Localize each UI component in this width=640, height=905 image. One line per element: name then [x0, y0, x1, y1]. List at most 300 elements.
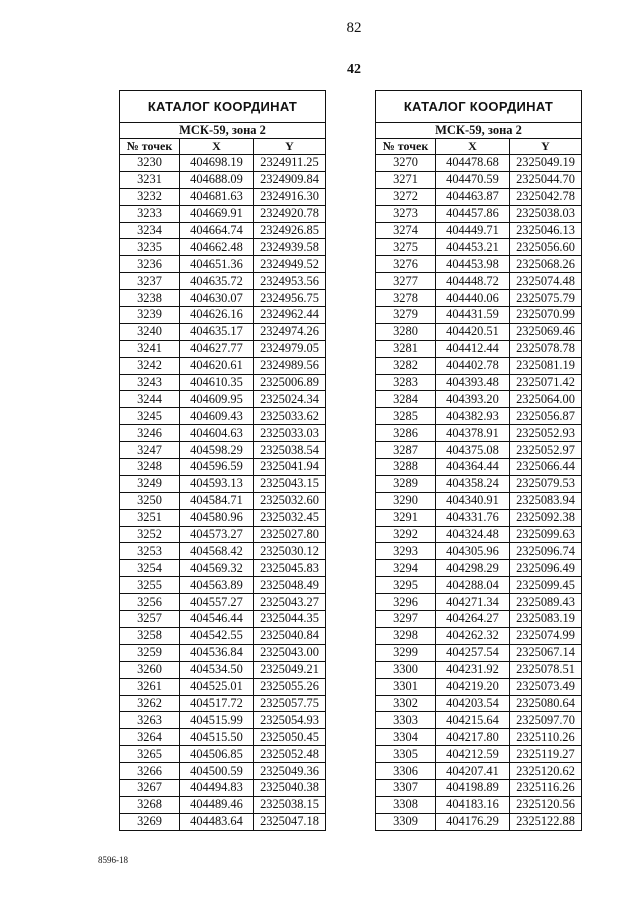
x-coordinate-cell: 404681.63 — [180, 188, 254, 205]
point-number-cell: 3233 — [120, 205, 180, 222]
y-coordinate-cell: 2325067.14 — [510, 644, 582, 661]
table-row — [376, 492, 582, 509]
table-row — [376, 712, 582, 729]
x-coordinate-cell: 404494.83 — [180, 779, 254, 796]
x-coordinate-cell: 404604.63 — [180, 425, 254, 442]
table-row — [376, 746, 582, 763]
table-row — [120, 611, 326, 628]
table-row — [376, 188, 582, 205]
point-number-cell: 3246 — [120, 425, 180, 442]
x-coordinate-cell: 404568.42 — [180, 543, 254, 560]
point-number-cell: 3248 — [120, 459, 180, 476]
y-coordinate-cell: 2325049.21 — [254, 661, 326, 678]
column-header-x: X — [180, 139, 254, 155]
y-coordinate-cell: 2325110.26 — [510, 729, 582, 746]
point-number-cell: 3258 — [120, 627, 180, 644]
y-coordinate-cell: 2325027.80 — [254, 526, 326, 543]
table-row — [376, 611, 582, 628]
y-coordinate-cell: 2325049.19 — [510, 155, 582, 172]
point-number-cell: 3292 — [376, 526, 436, 543]
y-coordinate-cell: 2325032.60 — [254, 492, 326, 509]
point-number-cell: 3296 — [376, 594, 436, 611]
catalog-zone: МСК-59, зона 2 — [120, 123, 326, 139]
point-number-cell: 3299 — [376, 644, 436, 661]
y-coordinate-cell: 2325048.49 — [254, 577, 326, 594]
y-coordinate-cell: 2325099.63 — [510, 526, 582, 543]
point-number-cell: 3307 — [376, 779, 436, 796]
x-coordinate-cell: 404580.96 — [180, 509, 254, 526]
table-row — [120, 408, 326, 425]
y-coordinate-cell: 2325024.34 — [254, 391, 326, 408]
table-row — [120, 644, 326, 661]
table-row — [120, 560, 326, 577]
point-number-cell: 3245 — [120, 408, 180, 425]
coordinate-catalog-left — [119, 90, 326, 831]
table-row — [376, 425, 582, 442]
x-coordinate-cell: 404596.59 — [180, 459, 254, 476]
y-coordinate-cell: 2325044.35 — [254, 611, 326, 628]
table-row — [120, 307, 326, 324]
x-coordinate-cell: 404688.09 — [180, 171, 254, 188]
point-number-cell: 3281 — [376, 340, 436, 357]
table-row — [120, 729, 326, 746]
column-header-point: № точек — [376, 139, 436, 155]
y-coordinate-cell: 2324916.30 — [254, 188, 326, 205]
point-number-cell: 3280 — [376, 323, 436, 340]
table-row — [376, 307, 582, 324]
point-number-cell: 3242 — [120, 357, 180, 374]
x-coordinate-cell: 404664.74 — [180, 222, 254, 239]
x-coordinate-cell: 404298.29 — [436, 560, 510, 577]
table-row — [376, 171, 582, 188]
table-row — [120, 779, 326, 796]
x-coordinate-cell: 404483.64 — [180, 813, 254, 830]
y-coordinate-cell: 2325040.38 — [254, 779, 326, 796]
catalog-title: КАТАЛОГ КООРДИНАТ — [376, 91, 582, 123]
x-coordinate-cell: 404609.95 — [180, 391, 254, 408]
point-number-cell: 3263 — [120, 712, 180, 729]
point-number-cell: 3235 — [120, 239, 180, 256]
y-coordinate-cell: 2325047.18 — [254, 813, 326, 830]
y-coordinate-cell: 2325078.78 — [510, 340, 582, 357]
point-number-cell: 3264 — [120, 729, 180, 746]
x-coordinate-cell: 404453.98 — [436, 256, 510, 273]
x-coordinate-cell: 404431.59 — [436, 307, 510, 324]
x-coordinate-cell: 404449.71 — [436, 222, 510, 239]
point-number-cell: 3308 — [376, 796, 436, 813]
point-number-cell: 3255 — [120, 577, 180, 594]
y-coordinate-cell: 2325040.84 — [254, 627, 326, 644]
table-row — [120, 323, 326, 340]
table-row — [376, 627, 582, 644]
y-coordinate-cell: 2324974.26 — [254, 323, 326, 340]
point-number-cell: 3300 — [376, 661, 436, 678]
point-number-cell: 3238 — [120, 290, 180, 307]
y-coordinate-cell: 2325056.60 — [510, 239, 582, 256]
table-row — [376, 729, 582, 746]
x-coordinate-cell: 404515.99 — [180, 712, 254, 729]
x-coordinate-cell: 404453.21 — [436, 239, 510, 256]
page-sub-number: 42 — [347, 62, 361, 77]
y-coordinate-cell: 2325122.88 — [510, 813, 582, 830]
document-code: 8596-18 — [98, 855, 128, 865]
point-number-cell: 3291 — [376, 509, 436, 526]
point-number-cell: 3239 — [120, 307, 180, 324]
y-coordinate-cell: 2325052.97 — [510, 442, 582, 459]
y-coordinate-cell: 2325038.03 — [510, 205, 582, 222]
point-number-cell: 3273 — [376, 205, 436, 222]
x-coordinate-cell: 404651.36 — [180, 256, 254, 273]
point-number-cell: 3282 — [376, 357, 436, 374]
table-row — [120, 256, 326, 273]
x-coordinate-cell: 404219.20 — [436, 678, 510, 695]
y-coordinate-cell: 2325083.19 — [510, 611, 582, 628]
point-number-cell: 3302 — [376, 695, 436, 712]
table-row — [120, 273, 326, 290]
point-number-cell: 3275 — [376, 239, 436, 256]
point-number-cell: 3259 — [120, 644, 180, 661]
x-coordinate-cell: 404662.48 — [180, 239, 254, 256]
y-coordinate-cell: 2325046.13 — [510, 222, 582, 239]
point-number-cell: 3283 — [376, 374, 436, 391]
table-row — [376, 526, 582, 543]
table-row — [120, 357, 326, 374]
table-row — [120, 661, 326, 678]
point-number-cell: 3234 — [120, 222, 180, 239]
x-coordinate-cell: 404542.55 — [180, 627, 254, 644]
point-number-cell: 3232 — [120, 188, 180, 205]
point-number-cell: 3278 — [376, 290, 436, 307]
table-row — [376, 644, 582, 661]
point-number-cell: 3247 — [120, 442, 180, 459]
y-coordinate-cell: 2325052.93 — [510, 425, 582, 442]
point-number-cell: 3262 — [120, 695, 180, 712]
point-number-cell: 3272 — [376, 188, 436, 205]
y-coordinate-cell: 2325068.26 — [510, 256, 582, 273]
x-coordinate-cell: 404183.16 — [436, 796, 510, 813]
y-coordinate-cell: 2325038.54 — [254, 442, 326, 459]
y-coordinate-cell: 2325074.99 — [510, 627, 582, 644]
y-coordinate-cell: 2325052.48 — [254, 746, 326, 763]
table-row — [376, 695, 582, 712]
x-coordinate-cell: 404635.17 — [180, 323, 254, 340]
y-coordinate-cell: 2325097.70 — [510, 712, 582, 729]
table-row — [376, 323, 582, 340]
table-row — [376, 594, 582, 611]
catalog-zone: МСК-59, зона 2 — [376, 123, 582, 139]
table-row — [120, 171, 326, 188]
y-coordinate-cell: 2325116.26 — [510, 779, 582, 796]
y-coordinate-cell: 2325043.00 — [254, 644, 326, 661]
table-row — [376, 340, 582, 357]
x-coordinate-cell: 404288.04 — [436, 577, 510, 594]
x-coordinate-cell: 404593.13 — [180, 475, 254, 492]
x-coordinate-cell: 404557.27 — [180, 594, 254, 611]
y-coordinate-cell: 2325099.45 — [510, 577, 582, 594]
y-coordinate-cell: 2325119.27 — [510, 746, 582, 763]
point-number-cell: 3297 — [376, 611, 436, 628]
table-row — [376, 290, 582, 307]
table-row — [376, 577, 582, 594]
x-coordinate-cell: 404271.34 — [436, 594, 510, 611]
coordinate-catalog-right — [375, 90, 582, 831]
y-coordinate-cell: 2325045.83 — [254, 560, 326, 577]
point-number-cell: 3230 — [120, 155, 180, 172]
x-coordinate-cell: 404412.44 — [436, 340, 510, 357]
x-coordinate-cell: 404393.20 — [436, 391, 510, 408]
point-number-cell: 3304 — [376, 729, 436, 746]
x-coordinate-cell: 404573.27 — [180, 526, 254, 543]
x-coordinate-cell: 404489.46 — [180, 796, 254, 813]
table-row — [120, 543, 326, 560]
x-coordinate-cell: 404610.35 — [180, 374, 254, 391]
table-row — [376, 661, 582, 678]
point-number-cell: 3301 — [376, 678, 436, 695]
point-number-cell: 3267 — [120, 779, 180, 796]
y-coordinate-cell: 2325033.62 — [254, 408, 326, 425]
x-coordinate-cell: 404506.85 — [180, 746, 254, 763]
x-coordinate-cell: 404609.43 — [180, 408, 254, 425]
point-number-cell: 3269 — [120, 813, 180, 830]
table-row — [120, 290, 326, 307]
point-number-cell: 3260 — [120, 661, 180, 678]
y-coordinate-cell: 2325070.99 — [510, 307, 582, 324]
point-number-cell: 3254 — [120, 560, 180, 577]
y-coordinate-cell: 2325006.89 — [254, 374, 326, 391]
point-number-cell: 3240 — [120, 323, 180, 340]
table-row — [376, 442, 582, 459]
table-row — [376, 239, 582, 256]
table-row — [376, 256, 582, 273]
x-coordinate-cell: 404500.59 — [180, 763, 254, 780]
x-coordinate-cell: 404620.61 — [180, 357, 254, 374]
table-row — [376, 205, 582, 222]
table-row — [120, 425, 326, 442]
y-coordinate-cell: 2324949.52 — [254, 256, 326, 273]
table-row — [376, 408, 582, 425]
y-coordinate-cell: 2325057.75 — [254, 695, 326, 712]
y-coordinate-cell: 2325055.26 — [254, 678, 326, 695]
table-row — [376, 509, 582, 526]
point-number-cell: 3303 — [376, 712, 436, 729]
point-number-cell: 3286 — [376, 425, 436, 442]
x-coordinate-cell: 404331.76 — [436, 509, 510, 526]
table-row — [120, 627, 326, 644]
y-coordinate-cell: 2325075.79 — [510, 290, 582, 307]
table-row — [120, 678, 326, 695]
table-row — [120, 526, 326, 543]
point-number-cell: 3244 — [120, 391, 180, 408]
x-coordinate-cell: 404358.24 — [436, 475, 510, 492]
y-coordinate-cell: 2324909.84 — [254, 171, 326, 188]
x-coordinate-cell: 404463.87 — [436, 188, 510, 205]
x-coordinate-cell: 404393.48 — [436, 374, 510, 391]
x-coordinate-cell: 404378.91 — [436, 425, 510, 442]
y-coordinate-cell: 2324962.44 — [254, 307, 326, 324]
y-coordinate-cell: 2325083.94 — [510, 492, 582, 509]
point-number-cell: 3249 — [120, 475, 180, 492]
y-coordinate-cell: 2325079.53 — [510, 475, 582, 492]
y-coordinate-cell: 2325043.27 — [254, 594, 326, 611]
point-number-cell: 3298 — [376, 627, 436, 644]
table-row — [376, 475, 582, 492]
x-coordinate-cell: 404207.41 — [436, 763, 510, 780]
y-coordinate-cell: 2325032.45 — [254, 509, 326, 526]
table-row — [376, 357, 582, 374]
y-coordinate-cell: 2324911.25 — [254, 155, 326, 172]
y-coordinate-cell: 2325066.44 — [510, 459, 582, 476]
y-coordinate-cell: 2324953.56 — [254, 273, 326, 290]
x-coordinate-cell: 404215.64 — [436, 712, 510, 729]
point-number-cell: 3250 — [120, 492, 180, 509]
point-number-cell: 3270 — [376, 155, 436, 172]
table-row — [120, 391, 326, 408]
point-number-cell: 3305 — [376, 746, 436, 763]
point-number-cell: 3289 — [376, 475, 436, 492]
x-coordinate-cell: 404563.89 — [180, 577, 254, 594]
x-coordinate-cell: 404635.72 — [180, 273, 254, 290]
x-coordinate-cell: 404231.92 — [436, 661, 510, 678]
table-row — [376, 813, 582, 830]
table-row — [376, 779, 582, 796]
point-number-cell: 3295 — [376, 577, 436, 594]
table-row — [120, 188, 326, 205]
table-row — [376, 391, 582, 408]
y-coordinate-cell: 2325096.49 — [510, 560, 582, 577]
table-row — [120, 475, 326, 492]
point-number-cell: 3276 — [376, 256, 436, 273]
x-coordinate-cell: 404448.72 — [436, 273, 510, 290]
x-coordinate-cell: 404536.84 — [180, 644, 254, 661]
y-coordinate-cell: 2324926.85 — [254, 222, 326, 239]
table-row — [376, 374, 582, 391]
table-row — [376, 796, 582, 813]
table-row — [120, 155, 326, 172]
point-number-cell: 3293 — [376, 543, 436, 560]
point-number-cell: 3306 — [376, 763, 436, 780]
point-number-cell: 3231 — [120, 171, 180, 188]
y-coordinate-cell: 2325089.43 — [510, 594, 582, 611]
x-coordinate-cell: 404402.78 — [436, 357, 510, 374]
x-coordinate-cell: 404546.44 — [180, 611, 254, 628]
y-coordinate-cell: 2325064.00 — [510, 391, 582, 408]
x-coordinate-cell: 404630.07 — [180, 290, 254, 307]
table-row — [120, 509, 326, 526]
x-coordinate-cell: 404375.08 — [436, 442, 510, 459]
point-number-cell: 3287 — [376, 442, 436, 459]
x-coordinate-cell: 404627.77 — [180, 340, 254, 357]
y-coordinate-cell: 2324939.58 — [254, 239, 326, 256]
y-coordinate-cell: 2325038.15 — [254, 796, 326, 813]
x-coordinate-cell: 404698.19 — [180, 155, 254, 172]
column-header-point: № точек — [120, 139, 180, 155]
x-coordinate-cell: 404517.72 — [180, 695, 254, 712]
table-row — [120, 746, 326, 763]
point-number-cell: 3252 — [120, 526, 180, 543]
column-header-y: Y — [510, 139, 582, 155]
y-coordinate-cell: 2325054.93 — [254, 712, 326, 729]
point-number-cell: 3288 — [376, 459, 436, 476]
table-row — [120, 374, 326, 391]
point-number-cell: 3271 — [376, 171, 436, 188]
x-coordinate-cell: 404176.29 — [436, 813, 510, 830]
y-coordinate-cell: 2325069.46 — [510, 323, 582, 340]
table-row — [120, 340, 326, 357]
x-coordinate-cell: 404584.71 — [180, 492, 254, 509]
table-row — [376, 543, 582, 560]
x-coordinate-cell: 404478.68 — [436, 155, 510, 172]
x-coordinate-cell: 404669.91 — [180, 205, 254, 222]
table-row — [376, 560, 582, 577]
y-coordinate-cell: 2324979.05 — [254, 340, 326, 357]
y-coordinate-cell: 2325042.78 — [510, 188, 582, 205]
point-number-cell: 3253 — [120, 543, 180, 560]
table-row — [120, 205, 326, 222]
x-coordinate-cell: 404470.59 — [436, 171, 510, 188]
point-number-cell: 3251 — [120, 509, 180, 526]
x-coordinate-cell: 404364.44 — [436, 459, 510, 476]
point-number-cell: 3237 — [120, 273, 180, 290]
x-coordinate-cell: 404324.48 — [436, 526, 510, 543]
x-coordinate-cell: 404217.80 — [436, 729, 510, 746]
table-row — [120, 442, 326, 459]
x-coordinate-cell: 404440.06 — [436, 290, 510, 307]
x-coordinate-cell: 404534.50 — [180, 661, 254, 678]
point-number-cell: 3284 — [376, 391, 436, 408]
y-coordinate-cell: 2325049.36 — [254, 763, 326, 780]
point-number-cell: 3279 — [376, 307, 436, 324]
x-coordinate-cell: 404212.59 — [436, 746, 510, 763]
y-coordinate-cell: 2325033.03 — [254, 425, 326, 442]
y-coordinate-cell: 2324956.75 — [254, 290, 326, 307]
table-row — [376, 678, 582, 695]
column-header-y: Y — [254, 139, 326, 155]
x-coordinate-cell: 404262.32 — [436, 627, 510, 644]
y-coordinate-cell: 2325120.62 — [510, 763, 582, 780]
table-row — [376, 155, 582, 172]
table-row — [376, 763, 582, 780]
point-number-cell: 3241 — [120, 340, 180, 357]
catalog-title: КАТАЛОГ КООРДИНАТ — [120, 91, 326, 123]
point-number-cell: 3243 — [120, 374, 180, 391]
y-coordinate-cell: 2325080.64 — [510, 695, 582, 712]
y-coordinate-cell: 2325050.45 — [254, 729, 326, 746]
table-row — [120, 594, 326, 611]
table-row — [120, 712, 326, 729]
y-coordinate-cell: 2325120.56 — [510, 796, 582, 813]
page-number: 82 — [346, 20, 362, 36]
table-row — [120, 695, 326, 712]
y-coordinate-cell: 2324989.56 — [254, 357, 326, 374]
x-coordinate-cell: 404203.54 — [436, 695, 510, 712]
x-coordinate-cell: 404305.96 — [436, 543, 510, 560]
x-coordinate-cell: 404515.50 — [180, 729, 254, 746]
point-number-cell: 3261 — [120, 678, 180, 695]
point-number-cell: 3266 — [120, 763, 180, 780]
table-row — [120, 813, 326, 830]
x-coordinate-cell: 404420.51 — [436, 323, 510, 340]
point-number-cell: 3277 — [376, 273, 436, 290]
y-coordinate-cell: 2325081.19 — [510, 357, 582, 374]
table-row — [120, 577, 326, 594]
table-row — [120, 763, 326, 780]
point-number-cell: 3268 — [120, 796, 180, 813]
x-coordinate-cell: 404340.91 — [436, 492, 510, 509]
x-coordinate-cell: 404264.27 — [436, 611, 510, 628]
y-coordinate-cell: 2325096.74 — [510, 543, 582, 560]
table-row — [376, 459, 582, 476]
table-row — [120, 222, 326, 239]
